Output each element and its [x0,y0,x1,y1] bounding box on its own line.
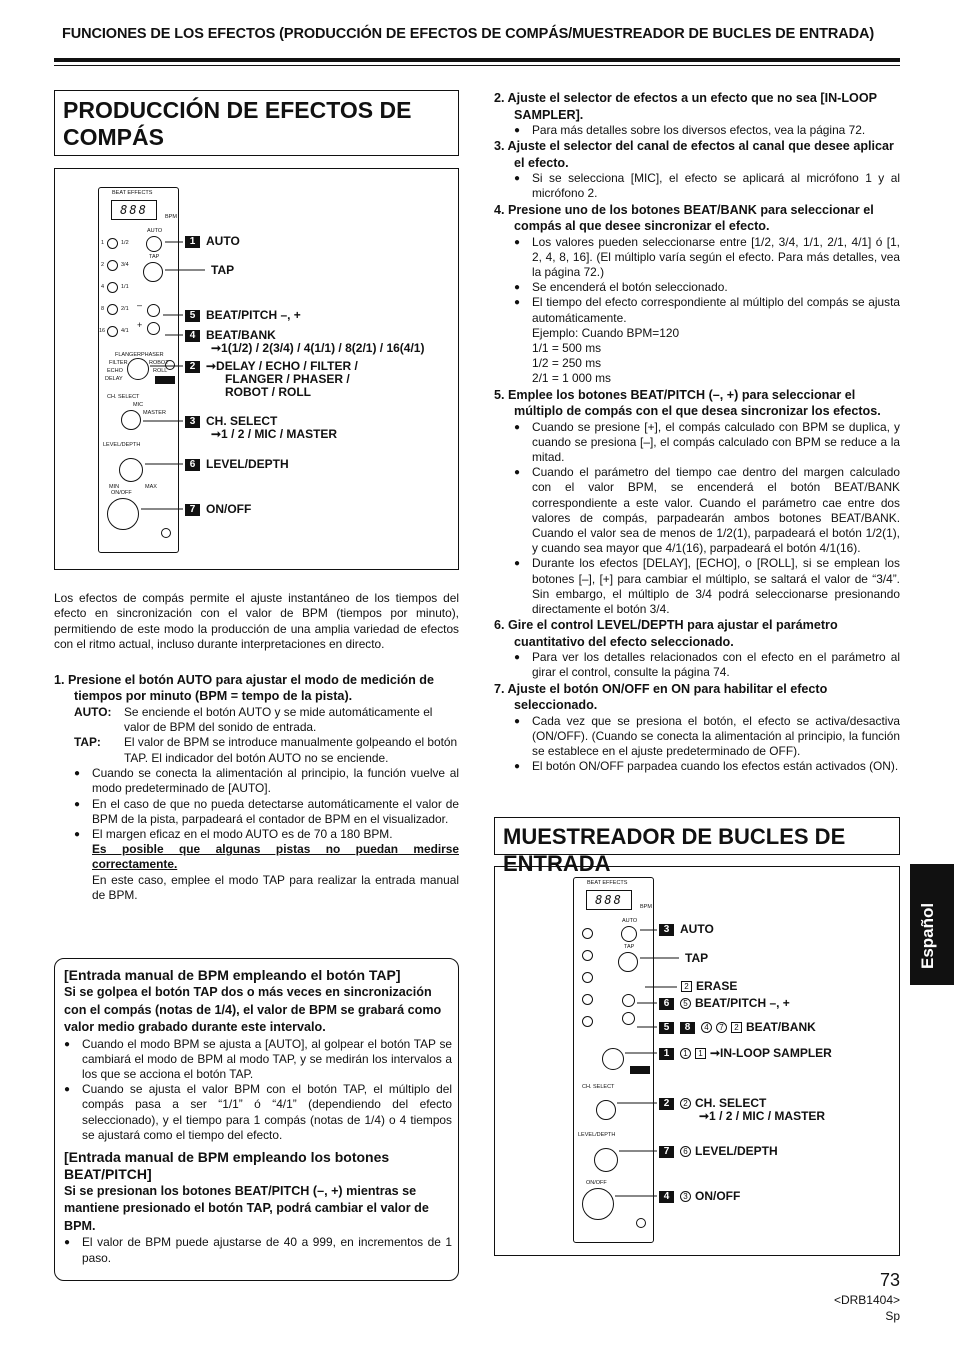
manual-bpm-box [54,958,459,1281]
beat-label: 1/2 [121,240,129,246]
page-header: FUNCIONES DE LOS EFECTOS (PRODUCCIÓN DE EFECTOS DE COMPÁS/MUESTREADOR DE BUCLES DE ENTRADA) [62,26,875,42]
callout-number: 7 [185,504,200,516]
level-depth-label: LEVEL/DEPTH [578,1132,616,1138]
callout-number: 2 [659,1098,674,1110]
bullet: ● Los valores pueden seleccionarse entre [1/2, 3/4, 1/1, 2/1, 4/1] ó [1, 2, 4, 8, 16]. (El múltiplo varía según el efecto. Para más detalles, vea la página 72.) [514,235,900,281]
step-4: 4. Presione uno de los botones BEAT/BANK para seleccionar el compás al que desee sincronizar el efecto. [494,202,874,234]
bullet: ● Cuando se conecta la alimentación al principio, la función vuelve al modo predeterminado de [AUTO]. [74,766,459,796]
fx-label: FLANGER [115,352,141,358]
beat-num: 1 [101,240,105,246]
bullet: ● Se encenderá el botón seleccionado. [514,280,900,295]
bullet: ● Cada vez que se presiona el botón, el efecto se activa/desactiva (ON/OFF). (Cuando se conecta la alimentación al principio, la función se establece en el ajuste predeterminado de OFF). [514,714,900,760]
plus-icon: + [137,320,143,330]
figure-beat-effects [54,168,459,570]
step-5: 5. Emplee los botones BEAT/PITCH (–, +) para seleccionar el múltiplo de compás con el que desea sincronizar los efectos. [494,387,881,419]
box-paragraph-tap: Si se golpea el botón TAP dos o más veces en sincronización con el compás (notas de 1/4), el valor de BPM se grabará como valor medio grabado durante este intervalo. [64,985,442,1034]
level-depth-label: LEVEL/DEPTH [103,442,141,448]
bullet: ● Cuando se ajusta el valor BPM con el botón TAP, el múltiplo del compás pasa a ser “1/1” ó “4/1” (dependiendo del efecto seleccionado), y el tiempo para 1 compás (notas de 1/4) o 4 tiempos se ajustará como el tiempo del efecto. [64,1082,452,1143]
callout-text: ERASE [696,979,738,993]
bullet-text: El margen eficaz en el modo AUTO es de 70 a 180 BPM. [92,827,393,842]
callout-number: 3 [659,924,674,936]
right-column [494,90,900,775]
circle-number: 1 [680,1048,691,1059]
callout-beat-bank-values: ➞1(1/2) / 2(3/4) / 4(1/1) / 8(2/1) / 16(4/1) [211,341,425,355]
example-line: 2/1 = 1 000 ms [532,371,611,386]
beat-label: 2/1 [121,306,129,312]
callout-text: BEAT/BANK [206,328,276,342]
underlined-warning: Es posible que algunas pistas no puedan medirse correctamente. [92,842,459,872]
beat-label: 3/4 [121,262,129,268]
minus-icon: – [137,300,143,310]
header-rule [54,58,900,62]
square-number: 2 [731,1022,742,1033]
master-label: MASTER [143,410,166,416]
example-line: 1/2 = 250 ms [532,356,602,371]
callout-number: 4 [659,1191,674,1203]
callout-number: 5 [185,310,200,322]
page-number: 73 [879,1270,900,1290]
callout-number: 1 [185,236,200,248]
callout-number: 6 [659,998,674,1010]
min-label: MIN [109,484,120,490]
left-column [54,591,459,903]
bullet: ● Para ver los detalles relacionados con el efecto en el parámetro al girar el control, consulte la página 74. [514,650,900,680]
tap-label: TAP [149,254,160,260]
circle-number: 4 [701,1022,712,1033]
fx-label: FILTER [109,360,128,366]
bullet: ● El valor de BPM puede ajustarse de 40 a 999, en incrementos de 1 paso. [64,1235,452,1265]
bullet: ● Durante los efectos [DELAY], [ECHO], o [ROLL], si se emplean los botones [–], [+] para cambiar el múltiplo, se saltará el valor de “3/4”. Sin embargo, el múltiplo de 3/4 podrá seleccionarse presionando directamente el botón 3/4. [514,556,900,617]
step-3: 3. Ajuste el selector del canal de efectos al canal que desee aplicar el efecto. [494,139,894,170]
bpm-display: 888 [111,200,157,220]
bullet: ● En el caso de que no pueda detectarse automáticamente el valor de BPM de la pista, parpadeará el contador de BPM en el visualizador. [74,797,459,827]
section-title-beat-effects: PRODUCCIÓN DE EFECTOS DE COMPÁS [54,90,459,156]
callout-text: LEVEL/DEPTH [206,457,289,471]
callout-number: 6 [185,459,200,471]
callout-number: 8 [680,1022,695,1034]
def-value: Se enciende el botón AUTO y se mide automáticamente el valor de BPM del sonido de entrada. [124,704,433,735]
callout-effect-selector-3: ROBOT / ROLL [225,385,311,399]
language-tab-label: Español [918,902,937,969]
ch-select-label: CH. SELECT [107,394,140,400]
bullet: ● Cuando el modo BPM se ajusta a [AUTO], al golpear el botón TAP se cambiará el modo de BPM al modo TAP, y se medirán los intervalos a los que se acciona el botón TAP. [64,1037,452,1083]
callout-text: CH. SELECT [206,414,278,428]
bullet: ● Cuando el parámetro del tiempo cae dentro del margen calculado con el valor BPM, se encenderá el botón BEAT/BANK correspondiente a este valor. Cuando el parámetro cae entre dos valores de compás, parpadearán ambos botones BEAT/BANK. Cuando el valor sea de menos de 1/2(1), parpadeará el botón 1/2(1), y cuando sea mayor que 4/1(16), parpadeará el botón 4/1(16). [514,465,900,556]
def-key: AUTO: [74,704,112,719]
def-value: El valor de BPM se introduce manualmente golpeando el botón TAP. El indicador del botón AUTO no se enciende. [124,735,458,765]
lang-code: Sp [885,1309,900,1323]
beat-num: 4 [101,284,105,290]
bpm-label: BPM [165,214,177,220]
mic-label: MIC [133,402,144,408]
callout-ch-select-values: ➞1 / 2 / MIC / MASTER [211,427,338,441]
ch-select-label: CH. SELECT [582,1084,615,1090]
def-key: TAP: [74,735,101,750]
step-1: 1. Presione el botón AUTO para ajustar el modo de medición de tiempos por minuto (BPM = tempo de la pista). [54,672,434,704]
callout-text: AUTO [206,234,240,248]
box-heading-tap: [Entrada manual de BPM empleando el botón TAP] [64,967,401,983]
callout-text: ON/OFF [695,1189,741,1203]
callout-text: CH. SELECT [695,1096,767,1110]
language-tab [910,864,954,985]
fx-label: DELAY [105,376,123,382]
beat-num: 2 [101,262,105,268]
callout-number: 5 [659,1022,674,1034]
auto-definition [74,705,459,736]
beat-label: 1/1 [121,284,129,290]
bullet: ● Si se selecciona [MIC], el efecto se aplicará al micrófono 1 y al micrófono 2. [514,171,900,201]
callout-effect-selector-2: FLANGER / PHASER / [225,372,350,386]
box-paragraph-beat-pitch: Si se presionan los botones BEAT/PITCH (–, +) mientras se mantiene presionado el botón TAP, podrá cambiar el valor de BPM. [64,1183,429,1233]
callout-tap: TAP [685,951,709,965]
callout-tap: TAP [211,263,235,277]
callout-text: ON/OFF [206,502,252,516]
step-1-details [54,705,459,903]
example-line: 1/1 = 500 ms [532,341,602,356]
on-off-label: ON/OFF [586,1180,607,1186]
square-number: 2 [681,981,692,992]
bpm-display: 888 [586,890,632,910]
callout-text: AUTO [680,922,714,936]
doc-code: <DRB1404> [833,1293,900,1307]
panel-title: BEAT EFFECTS [112,190,153,196]
callout-text: BEAT/PITCH –, + [206,308,301,322]
panel-title: BEAT EFFECTS [587,880,628,886]
circle-number: 2 [680,1098,691,1109]
section-title-in-loop-sampler: MUESTREADOR DE BUCLES DE ENTRADA [494,817,900,855]
bullet [74,827,459,903]
step-6: 6. Gire el control LEVEL/DEPTH para ajustar el parámetro cuantitativo del efecto seleccionado. [494,618,838,649]
callout-text: LEVEL/DEPTH [695,1144,778,1158]
max-label: MAX [145,484,157,490]
beat-num: 16 [99,328,106,334]
auto-label: AUTO [622,918,638,924]
bullet: ● El tiempo del efecto correspondiente al múltiplo del compás se ajusta automáticamente. [514,295,900,325]
figure-in-loop-sampler [494,866,900,1256]
example-line: Ejemplo: Cuando BPM=120 [532,325,680,340]
callout-leader-lines [495,867,901,1257]
box-heading-beat-pitch: [Entrada manual de BPM empleando los botones BEAT/PITCH] [64,1148,390,1182]
fx-label: ROBOT [149,360,169,366]
bpm-label: BPM [640,904,652,910]
step-2: 2. Ajuste el selector de efectos a un efecto que no sea [IN-LOOP SAMPLER]. [494,91,877,122]
document-code [800,1292,900,1324]
bullet: ● Para más detalles sobre los diversos efectos, vea la página 72. [514,123,900,138]
fx-label: ECHO [107,368,123,374]
callout-leader-lines [55,169,460,571]
beat-label: 4/1 [121,328,129,334]
bullet-text: En este caso, emplee el modo TAP para realizar la entrada manual de BPM. [92,872,459,902]
circle-number: 6 [680,1146,691,1157]
callout-number: 3 [185,416,200,428]
beat-num: 8 [101,306,105,312]
callout-text: BEAT/BANK [746,1020,816,1034]
square-number: 1 [695,1048,706,1059]
circle-number: 7 [716,1022,727,1033]
bullet: ● Cuando se presione [+], el compás calculado con BPM se duplica, y cuando se presiona [–], el compás calculado con BPM se reduce a la mitad. [514,420,900,466]
circle-number: 3 [680,1191,691,1202]
callout-number: 1 [659,1048,674,1060]
tap-label: TAP [624,944,635,950]
example-block [514,326,900,387]
auto-label: AUTO [147,228,163,234]
step-7: 7. Ajuste el botón ON/OFF en ON para habilitar el efecto seleccionado. [494,681,828,713]
callout-number: 7 [659,1146,674,1158]
callout-text: ➞IN-LOOP SAMPLER [710,1046,832,1060]
fx-label: PHASER [141,352,164,358]
tap-definition [74,735,459,766]
circle-number: 5 [680,998,691,1009]
callout-number: 2 [185,361,200,373]
fx-label: ROLL [153,368,168,374]
header-rule-thin [54,65,900,66]
callout-text: ➞DELAY / ECHO / FILTER / [206,359,358,373]
callout-number: 4 [185,330,200,342]
intro-paragraph: Los efectos de compás permite el ajuste instantáneo de los tiempos del efecto en sincronización con el valor de BPM (tiempos por minuto), permitiendo de este modo la producción de una amplia variedad de efectos con el ritmo actual, incluso durante interpretaciones en directo. [54,591,459,652]
bullet: ● El botón ON/OFF parpadea cuando los efectos están activados (ON). [514,759,900,774]
on-off-label: ON/OFF [111,490,132,496]
callout-ch-select-values: ➞1 / 2 / MIC / MASTER [699,1109,826,1123]
callout-text: BEAT/PITCH –, + [695,996,790,1010]
